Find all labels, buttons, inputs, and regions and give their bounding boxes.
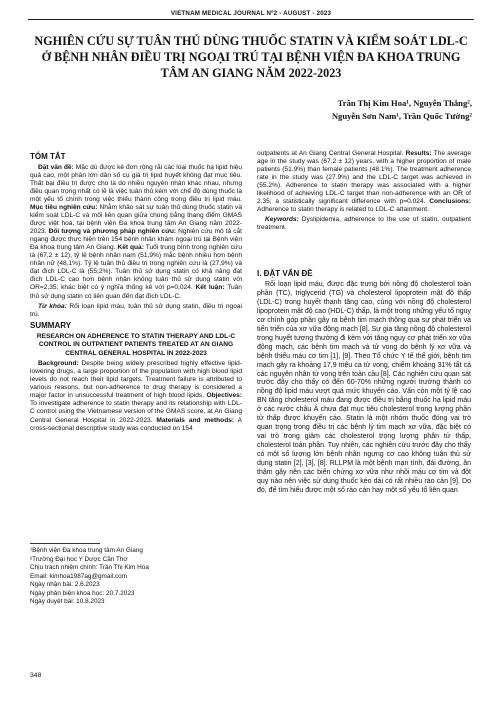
vn-method-text: Nghiên cứu mô tả cắt ngang được thực hiện trên 154 bệnh nhân khám ngoại trú tại Bệnh viện Đa khoa trung tâm An Giang. (30, 228, 243, 252)
vn-keywords (30, 303, 242, 319)
en-concl-text: Adherence to statin therapy is related to LDL-C attainment. (257, 206, 429, 214)
vn-kw-label: Từ khóa: (38, 302, 67, 310)
en-concl-label: Conclusions: (429, 198, 471, 206)
vn-result-label: Kết quả: (117, 244, 144, 252)
authors (172, 97, 472, 124)
header-rule (28, 19, 474, 20)
vn-concl-label: Kết luận: (195, 284, 225, 292)
en-cont-text: outpatients at An Giang Central General Hospital. (257, 150, 404, 157)
en-kw-text: Dyslipidemia, adherence to the use of statin, outpatient treatment. (257, 216, 471, 232)
footnote-affiliation-1: ¹Bệnh viện Đa khoa trung tâm An Giang (30, 547, 143, 554)
footnote-corresponding: Chịu trách nhiệm chính: Trần Thị Kim Hoa (30, 564, 149, 572)
page-number: 348 (30, 672, 42, 679)
journal-header: VIETNAM MEDICAL JOURNAL Nº2 - AUGUST - 2023 (170, 10, 332, 17)
left-column (30, 150, 242, 435)
vn-summary-heading: TÓM TẮT (30, 152, 66, 161)
right-column-upper (257, 150, 471, 234)
vn-result-text: Tuổi trung bình trong nghiên cứu là (67,2 ± 12), tỷ lệ bệnh nhân nam (51,9%) mắc bệnh nhiều hơn bệnh nhân nữ (48,1%). Tỷ lệ tuân thủ điều trị trong nghiên cứu là (27,9%) và đạt đích LDL-C là (55,2%). Tuân thủ sử dụng statin có khả năng đạt đích LDL-C cao hơn bệnh nhân không tuân thủ sử dụng statin với OR=2,35; khác biệt có ý nghĩa thống kê với p=0,024. (30, 244, 242, 292)
en-keywords (257, 216, 471, 232)
en-bg-label: Background: (38, 360, 79, 368)
en-summary-heading: SUMMARY (30, 320, 72, 330)
vn-method-label: Đối tượng và phương pháp nghiên cứu: (48, 228, 177, 236)
vn-obj-text: Nhằm khảo sát sự tuân thủ dùng thuốc statin và kiểm soát LDL-C và mối liên quan giữa chúng bằng thang điểm GMAS được việt hoá, tại bệnh viện Đa khoa trung tâm An Giang năm 2022-2023. (30, 204, 242, 236)
footnote-reviewed: Ngày phản biện khoa học: 20.7.2023 (30, 589, 135, 597)
vn-obj-label: Mục tiêu nghiên cứu: (30, 204, 98, 212)
vn-bg-label: Đặt vấn đề: (38, 164, 74, 171)
footnote-received: Ngày nhận bài: 2.6.2023 (30, 581, 100, 589)
vn-abstract-paragraph (30, 164, 242, 301)
en-obj-text: To investigate adherence to statin therapy and its relationship with LDL-C control using the Vietnamese version of the GMAS score, at An Giang Central General Hospital in 2022-2023. (30, 400, 242, 424)
footnote-email: Email: kimhoa1987ag@gmail.com (30, 572, 128, 580)
en-bg-text: Despite being widely prescribed highly effective lipid-lowering drugs, a large proportion of the population with high blood lipid levels do not reach their lipid targets. Treatment failure is attributed to various reasons, but non-adherence to drug therapy is considered a major factor in unsuccessful treatment of high blood lipids. (30, 360, 242, 400)
paper-title: NGHIÊN CỨU SỰ TUÂN THỦ DÙNG THUỐC STATIN VÀ KIỂM SOÁT LDL-C Ở BỆNH NHÂN ĐIỀU TRỊ NGOẠI TRÚ TẠI BỆNH VIỆN ĐA KHOA TRUNG TÂM AN GIANG NĂM 2022-2023 (34, 34, 468, 81)
en-title: RESEARCH ON ADHERENCE TO STATIN THERAPY AND LDL-C CONTROL IN OUTPATIENT PATIENTS TREATED AT AN GIANG CENTRAL GENERAL HOSPITAL IN 2022-2023 (36, 332, 236, 357)
footnote-accepted: Ngày duyệt bài: 10.8.2023 (30, 598, 105, 606)
vn-concl-text: Tuân thủ sử dụng statin có liên quan đến đạt đích LDL-C. (30, 284, 242, 300)
en-obj-label: Objectives: (206, 392, 242, 400)
footnotes (30, 547, 242, 607)
right-column-lower (257, 267, 471, 498)
vn-kw-text: Rối loạn lipid máu, tuân thủ sử dụng statin, điều trị ngoại trú. (30, 302, 243, 318)
section1-heading: I. ĐẶT VẤN ĐỀ (257, 269, 313, 278)
vn-bg-text: Mặc dù được kê đơn rộng rãi các loại thuốc hạ lipid hiệu quả cao, một phần lớn dân số cụ già trị lipid huyết không đạt mục tiêu. Thất bại điều trị được cho là do nhiều nguyên nhân khác nhau, nhưng điều quan trọng nhất có lẽ là việc tuân thủ kém với chế độ dùng thuốc là một yếu tố chính trong việc thiếu thành công trong điều trị lipid máu. (30, 164, 243, 204)
en-method-text: A cross-sectional descriptive study was conducted on 154 (30, 416, 242, 432)
authors-line-2: Nguyễn Sơn Nam¹, Trần Quốc Tường² (331, 111, 472, 122)
en-kw-label: Keywords: (265, 216, 299, 224)
section1-paragraph: Rối loạn lipid máu, được đặc trưng bởi nồng độ cholesterol toàn phần (TC), triglycerid (TG) và cholesterol lipoprotein mật độ thấp (LDL-C) trong huyết thanh tăng cao, cùng với nồng độ cholesterol lipoprotein mật độ cao (HDL-C) thấp, là một trong những yếu tố nguy cơ chính góp phần gây ra bệnh tim mạch thông qua sự phát triển và tiến triển của xơ vữa động mạch [8]. Sự gia tăng nồng độ cholesterol trong huyết tương thường đi kèm với tăng nguy cơ phát triển xơ vữa động mạch, các bệnh tim mạch và tử vong do bệnh lý xơ vữa và bệnh thiếu máu cơ tim [1], [9]. Theo Tổ chức Y tế thế giới, bệnh tim mạch gây ra khoảng 17,9 triệu ca tử vong, chiếm khoảng 31% tất cả các nguyên nhân tử vong trên toàn cầu [8]. Các nghiên cứu quan sát trước đây cho thấy có đến 60-70% những người trưởng thành có nồng độ lipid máu vượt quá mức khuyến cáo. Vấn còn một tỷ lệ cao BN tăng cholesterol máu đang được điều trị bằng thuốc hạ lipid máu ở các nước châu Á chưa đạt mục tiêu cholesterol trong lượng phân tử thấp được khuyến cáo. Statin là một nhóm thuốc đóng vai trò quan trọng trong điều trị các bệnh lý tim mạch xơ vữa, đặc biệt có vai trò trong giảm các cholesterol trọng lượng phân tử thấp, cholesterol toàn phần. Tuy nhiên, các nghiên cứu trước đây cho thấy có một số lượng lớn bệnh nhân ngưng cơ cao không tuân thủ sử dụng statin [2], [3], [8]. RLLPM là một bệnh mạn tính, đái đường, ăn thậm gây nên các biến chứng xơ vữa như nhồi máu cơ tim và đột quỵ nào nên việc sử dụng thuốc kéo dài có rất nhiều rào cản [9]. Do đó, để tìm hiểu được một số rào cản hay một số yếu tố liên quan (257, 281, 471, 494)
en-result-text: The average age in the study was (67.2 ± 12) years, with a higher proportion of male patients (51.9%) than female patients (48.1%). The treatment adherence rate in the study was (27.9%) and the LDL-C target was achieved in (55.2%). Adherence to statin therapy was associated with a higher likelihood of achieving LDL-C target than non-adherence with an OR of 2.35; a statistically significant difference with p=0.024. (257, 150, 471, 206)
authors-line-1: Trần Thị Kim Hoa¹, Nguyễn Thắng², (337, 98, 472, 108)
en-method-label: Materials and methods: (156, 416, 235, 424)
en-abstract-continued (257, 150, 471, 214)
footnote-rule (30, 543, 100, 544)
en-result-label: Results: (405, 150, 432, 157)
en-abstract-paragraph (30, 360, 242, 432)
footnote-affiliation-2: ²Trường Đại học Y Dược Cần Thơ (30, 555, 128, 563)
